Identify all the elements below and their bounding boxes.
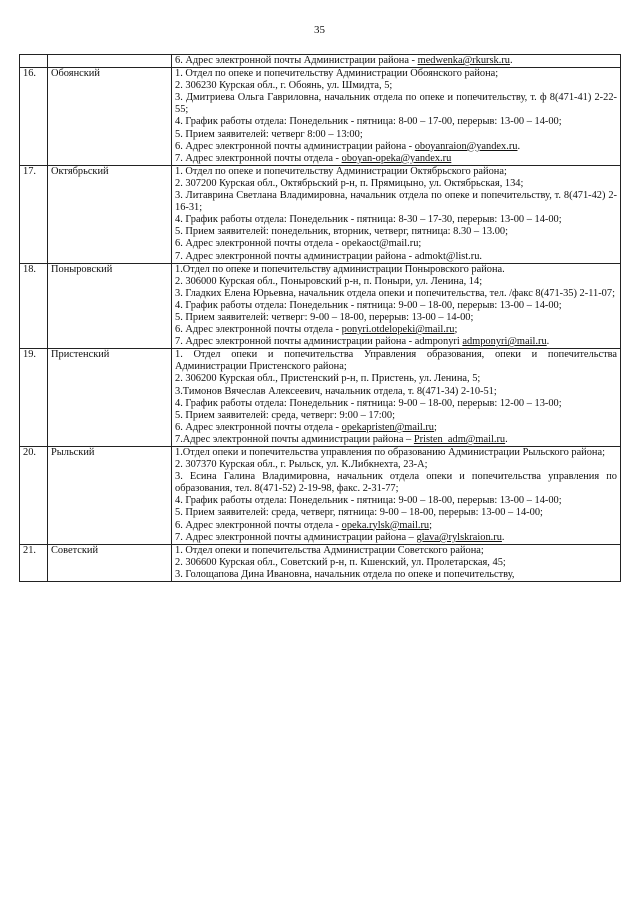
info-line [175,459,617,471]
info-text: 6. Адрес электронной почты Администрации района - [175,55,418,66]
district-name: Пристенский [48,349,172,447]
info-line [175,80,617,92]
info-line [175,129,617,141]
table-row [20,447,621,545]
info-text: 7. Адрес электронной почты администрации района - admponyri [175,336,463,348]
info-tail: . [501,531,505,543]
district-contacts-table [19,54,621,582]
info-text: 5. Прием заявителей: среда, четверг, пятница: 9-00 – 18-00, перерыв: 13-00 – 14-00; [175,507,543,519]
info-text: 6. Адрес электронной почты отдела - [175,421,342,433]
district-info [172,165,621,263]
info-tail: ; [454,324,458,336]
district-name: Советский [48,544,172,581]
district-name: Обоянский [48,68,172,166]
info-text: 6. Адрес электронной почты отдела - opekaoct@mail.ru; [175,238,422,250]
info-tail: . [546,336,550,348]
info-tail: . [517,140,521,152]
info-text: 5. Прием заявителей: среда, четверг: 9:00 – 17:00; [175,409,395,421]
info-text: 3. Дмитриева Ольга Гавриловна, начальник отдела по опеке и попечительству, т. ф 8(471-41) 2-22-55; [175,92,617,116]
email-link[interactable]: glava@rylskraion.ru [416,531,502,543]
info-line [175,386,617,398]
info-line [175,422,617,434]
info-text: 3. Литаврина Светлана Владимировна, начальник отдела по опеке и попечительству, т. 8(471-42) 2-16-31; [175,190,617,214]
info-line [175,166,617,178]
info-line [175,264,617,276]
info-text: 6. Адрес электронной почты отдела - [175,324,342,336]
info-text: 2. 306200 Курская обл., Пристенский р-н, п. Пристень, ул. Ленина, 5; [175,373,481,385]
info-line [175,336,617,348]
info-text: 4. График работы отдела: Понедельник - пятница: 8-30 – 17-30, перерыв: 13-00 – 14-00; [175,214,562,226]
info-line [175,545,617,557]
info-line [175,495,617,507]
info-line [175,238,617,250]
district-info [172,68,621,166]
info-line [175,569,617,581]
info-text: 2. 306600 Курская обл., Советский р-н, п. Кшенский, ул. Пролетарская, 45; [175,556,506,568]
info-line [175,190,617,214]
district-name: Рыльский [48,447,172,545]
info-text: 1.Отдел по опеке и попечительству администрации Поныровского района. [175,263,505,275]
info-text: 7. Адрес электронной почты отдела - [175,152,342,164]
table-row [20,544,621,581]
email-link[interactable]: oboyanraion@yandex.ru [414,140,518,152]
info-tail: . [505,433,508,445]
email-link[interactable]: opekapristen@mail.ru [341,421,435,433]
info-line [175,300,617,312]
info-line [175,226,617,238]
info-text: 7. Адрес электронной почты администрации района - admokt@list.ru. [175,250,483,262]
info-line [175,520,617,532]
district-info [172,544,621,581]
email-link[interactable]: opeka.rylsk@mail.ru [341,519,430,531]
row-number: 21. [20,544,48,581]
district-name: Октябрьский [48,165,172,263]
info-text: 1. Отдел по опеке и попечительству Администрации Обоянского района; [175,68,499,80]
district-info [172,55,621,68]
info-line [175,116,617,128]
info-line [175,288,617,300]
info-text: 2. 306000 Курская обл., Поныровский р-н, п. Поныри, ул. Ленина, 14; [175,275,483,287]
info-line [175,92,617,116]
page-number: 35 [314,24,325,36]
info-text: 4. График работы отдела: Понедельник - пятница: 9-00 – 18-00, перерыв: 13-00 – 14-00; [175,495,562,507]
table-row [20,165,621,263]
email-link[interactable]: medwenka@rkursk.ru [417,55,510,66]
info-text: 1. Отдел опеки и попечительства Администрации Советского района; [175,544,484,556]
info-text: 7.Адрес электронной почты администрации района – [175,433,414,445]
info-text: 2. 307200 Курская обл., Октябрьский р-н, п. Прямицыно, ул. Октябрьская, 134; [175,177,524,189]
row-number: 20. [20,447,48,545]
info-text: 3.Тимонов Вячеслав Алексеевич, начальник отдела, т. 8(471-34) 2-10-51; [175,385,497,397]
info-line [175,55,617,67]
info-text: 3. Голощапова Дина Ивановна, начальник отдела по опеке и попечительству, [175,568,515,580]
info-line [175,349,617,373]
info-line [175,324,617,336]
info-text: 1. Отдел опеки и попечительства Управления образования, опеки и попечительства Администрации Пристенского района; [175,349,617,373]
info-text: 2. 307370 Курская обл., г. Рыльск, ул. К.Либкнехта, 23-А; [175,459,428,471]
info-line [175,398,617,410]
info-line [175,178,617,190]
info-tail: ; [429,519,432,531]
row-number: 18. [20,263,48,349]
info-text: 5. Прием заявителей: четверг: 9-00 – 18-00, перерыв: 13-00 – 14-00; [175,311,474,323]
email-link[interactable]: oboyan-opeka@yandex.ru [341,152,452,164]
info-text: 1. Отдел по опеке и попечительству Администрации Октябрьского района; [175,165,507,177]
info-line [175,471,617,495]
info-line [175,251,617,263]
info-text: 2. 306230 Курская обл., г. Обоянь, ул. Шмидта, 5; [175,80,393,92]
info-text: 5. Прием заявителей: четверг 8:00 – 13:00; [175,128,363,140]
info-line [175,557,617,569]
info-line [175,434,617,446]
district-info [172,349,621,447]
row-number: 19. [20,349,48,447]
info-line [175,141,617,153]
table-row [20,55,621,68]
district-info [172,263,621,349]
info-line [175,153,617,165]
row-number: 17. [20,165,48,263]
district-name: Поныровский [48,263,172,349]
email-link[interactable]: ponyri.otdelopeki@mail.ru [341,324,455,336]
info-text: 4. График работы отдела: Понедельник - пятница: 9-00 – 18-00, перерыв: 13-00 – 14-00; [175,299,562,311]
info-tail: ; [434,421,437,433]
info-text: 4. График работы отдела: Понедельник - пятница: 8-00 – 17-00, перерыв: 13-00 – 14-00; [175,116,562,128]
info-line [175,214,617,226]
email-link[interactable]: admponyri@mail.ru [462,336,547,348]
info-text: 3. Есина Галина Владимировна, начальник отдела опеки и попечительства управления по образования, тел. 8(471-52) 2-19-98, факс. 2-31-77; [175,471,617,495]
info-line [175,312,617,324]
info-text: 3. Гладких Елена Юрьевна, начальник отдела опеки и попечительства, тел. /факс 8(471-35) 2-11-07; [175,287,615,299]
district-name [48,55,172,68]
row-number [20,55,48,68]
info-line [175,532,617,544]
info-text: 1.Отдел опеки и попечительства управления по образованию Администрации Рыльского района; [175,447,605,458]
info-text: 6. Адрес электронной почты отдела - [175,519,342,531]
info-text: 6. Адрес электронной почты администрации района - [175,140,415,152]
info-line [175,68,617,80]
info-line [175,410,617,422]
info-line [175,507,617,519]
table-row [20,263,621,349]
info-text: 5. Прием заявителей: понедельник, вторник, четверг, пятница: 8.30 – 13.00; [175,226,508,238]
info-text: 4. График работы отдела: Понедельник - пятница: 9-00 – 18-00, перерыв: 12-00 – 13-00; [175,397,562,409]
email-link[interactable]: Pristen_adm@mail.ru [413,433,506,445]
info-line [175,447,617,459]
info-text: 7. Адрес электронной почты администрации района – [175,531,417,543]
table-row [20,68,621,166]
info-tail: . [510,55,513,66]
info-line [175,276,617,288]
table-row [20,349,621,447]
district-info [172,447,621,545]
info-line [175,373,617,385]
row-number: 16. [20,68,48,166]
